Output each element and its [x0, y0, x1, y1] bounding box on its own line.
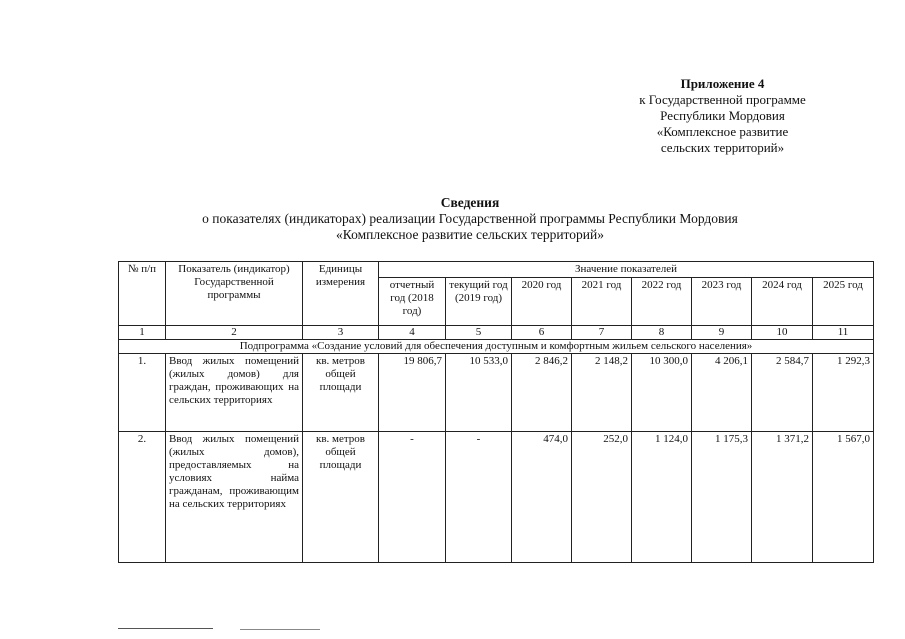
- row-num: 1.: [119, 354, 166, 432]
- subprogram-row: [119, 340, 874, 354]
- row-value: 474,0: [512, 432, 572, 563]
- column-number: 2: [166, 326, 303, 340]
- header-year: текущий год (2019 год): [446, 278, 512, 326]
- row-unit: кв. метров общей площади: [303, 354, 379, 432]
- row-indicator: Ввод жилых помещений (жилых домов) для граждан, проживающих на сельских территориях: [166, 354, 303, 432]
- row-value: 4 206,1: [692, 354, 752, 432]
- row-value: -: [379, 432, 446, 563]
- header-year: 2023 год: [692, 278, 752, 326]
- column-number: 8: [632, 326, 692, 340]
- table-row: [119, 432, 874, 563]
- row-value: -: [446, 432, 512, 563]
- scan-artifact-line: [240, 629, 320, 630]
- header-year: 2021 год: [572, 278, 632, 326]
- header-year: 2022 год: [632, 278, 692, 326]
- header-year: отчетный год (2018 год): [379, 278, 446, 326]
- row-unit: кв. метров общей площади: [303, 432, 379, 563]
- header-indicator: Показатель (индикатор) Государственной программы: [166, 262, 303, 326]
- row-value: 1 124,0: [632, 432, 692, 563]
- row-indicator: Ввод жилых помещений (жилых домов), предоставляемых на условиях найма гражданам, проживающим на сельских территориях: [166, 432, 303, 563]
- indicators-table: [118, 261, 874, 563]
- column-number: 7: [572, 326, 632, 340]
- row-num: 2.: [119, 432, 166, 563]
- column-number-row: [119, 326, 874, 340]
- row-value: 252,0: [572, 432, 632, 563]
- appendix-line: Республики Мордовия: [660, 108, 785, 123]
- row-value: 1 567,0: [813, 432, 874, 563]
- appendix-line: к Государственной программе: [639, 92, 806, 107]
- row-value: 2 148,2: [572, 354, 632, 432]
- appendix-line: сельских территорий»: [660, 140, 785, 155]
- header-num: № п/п: [119, 262, 166, 326]
- column-number: 6: [512, 326, 572, 340]
- row-value: 1 292,3: [813, 354, 874, 432]
- column-number: 5: [446, 326, 512, 340]
- document-title: Сведения: [440, 195, 500, 210]
- scan-artifact-line: [118, 628, 213, 629]
- table-row: [119, 354, 874, 432]
- column-number: 11: [813, 326, 874, 340]
- header-row: [119, 262, 874, 278]
- subprogram-title: Подпрограмма «Создание условий для обеспечения доступным и комфортным жильем сельского населения»: [119, 340, 874, 354]
- column-number: 9: [692, 326, 752, 340]
- appendix-title: Приложение 4: [680, 76, 765, 91]
- document-subtitle: «Комплексное развитие сельских территорий»: [336, 227, 604, 242]
- row-value: 1 175,3: [692, 432, 752, 563]
- column-number: 10: [752, 326, 813, 340]
- header-year: 2020 год: [512, 278, 572, 326]
- header-year: 2024 год: [752, 278, 813, 326]
- document-heading: [140, 195, 800, 243]
- column-number: 4: [379, 326, 446, 340]
- appendix-block: [600, 76, 845, 156]
- document-subtitle: о показателях (индикаторах) реализации Государственной программы Республики Мордовия: [202, 211, 738, 226]
- row-value: 10 300,0: [632, 354, 692, 432]
- appendix-line: «Комплексное развитие: [656, 124, 789, 139]
- row-value: 2 584,7: [752, 354, 813, 432]
- column-number: 3: [303, 326, 379, 340]
- row-value: 10 533,0: [446, 354, 512, 432]
- row-value: 19 806,7: [379, 354, 446, 432]
- header-year: 2025 год: [813, 278, 874, 326]
- column-number: 1: [119, 326, 166, 340]
- row-value: 1 371,2: [752, 432, 813, 563]
- row-value: 2 846,2: [512, 354, 572, 432]
- header-value-group: Значение показателей: [379, 262, 874, 278]
- header-unit: Единицы измерения: [303, 262, 379, 326]
